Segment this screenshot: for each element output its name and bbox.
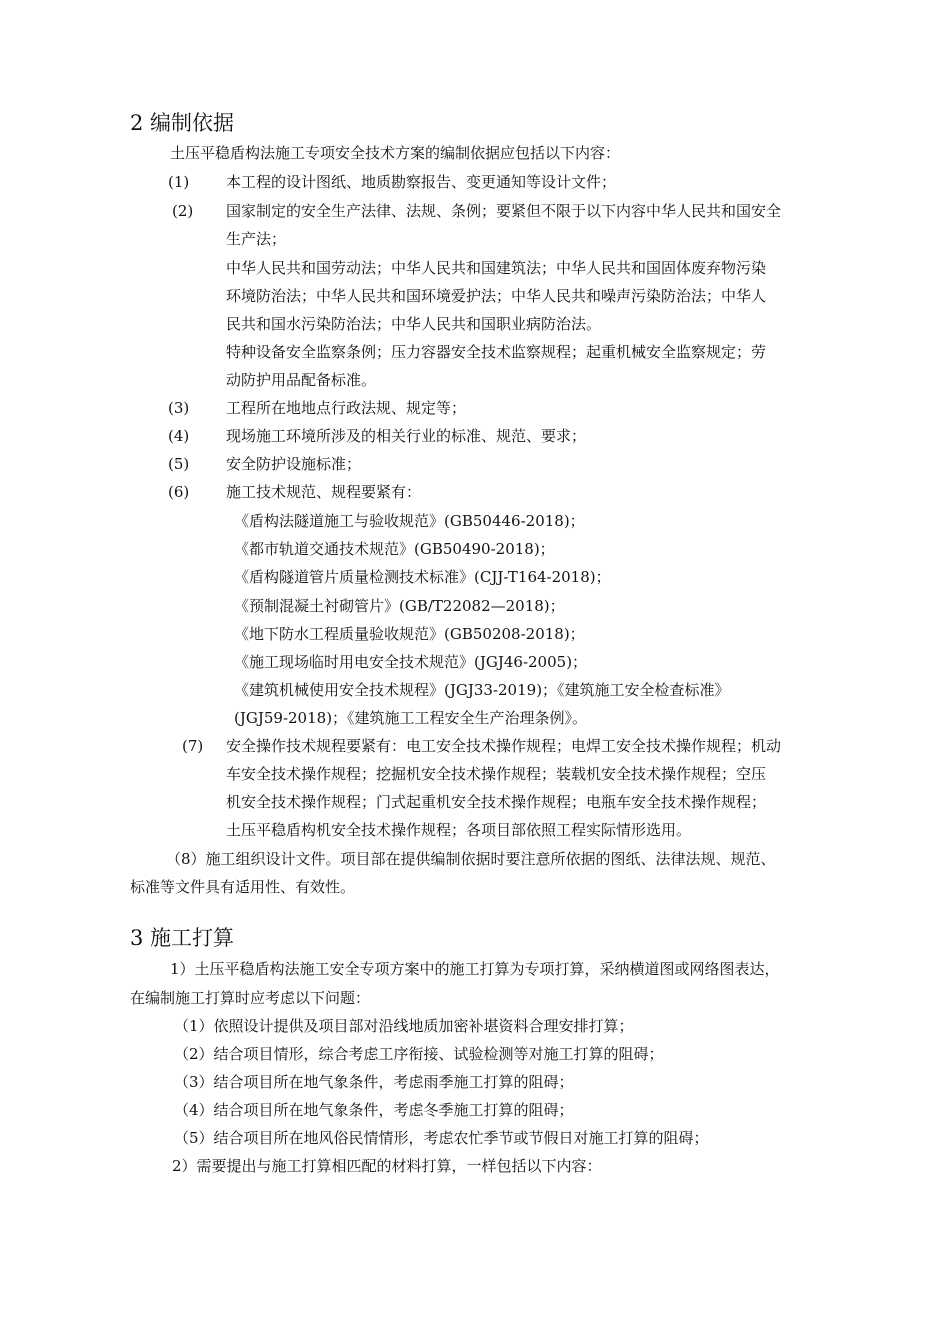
item-1-text: 本工程的设计图纸、地质勘察报告、变更通知等设计文件；	[226, 173, 617, 191]
section-3-para1-line1: 1）土压平稳盾构法施工安全专项方案中的施工打算为专项打算，采纳横道图或网络图表达，	[170, 960, 780, 978]
plan-item-1: （1）依照设计提供及项目部对沿线地质加密补堪资料合理安排打算；	[174, 1017, 634, 1035]
item-2-text-line6: 特种设备安全监察条例；压力容器安全技术监察规程；起重机械安全监察规定；劳	[226, 343, 767, 361]
section-2-heading: 2 编制依据	[130, 111, 235, 135]
standard-4: 《预制混凝土衬砌管片》(GB/T22082—2018)；	[234, 597, 565, 615]
item-7-number: (7)	[182, 737, 204, 755]
item-5-text: 安全防护设施标准；	[226, 455, 362, 473]
standard-2: 《都市轨道交通技术规范》(GB50490-2018)；	[234, 540, 555, 558]
plan-item-3: （3）结合项目所在地气象条件，考虑雨季施工打算的阻碍；	[174, 1073, 574, 1091]
section-3-para2: 2）需要提出与施工打算相匹配的材料打算，一样包括以下内容：	[172, 1157, 602, 1175]
item-1-number: (1)	[168, 173, 190, 191]
standard-1: 《盾构法隧道施工与验收规范》(GB50446-2018)；	[234, 512, 585, 530]
plan-item-4: （4）结合项目所在地气象条件，考虑冬季施工打算的阻碍；	[174, 1101, 574, 1119]
item-3-text: 工程所在地地点行政法规、规定等；	[226, 399, 467, 417]
standard-5: 《地下防水工程质量验收规范》(GB50208-2018)；	[234, 625, 585, 643]
plan-item-5: （5）结合项目所在地风俗民情情形，考虑农忙季节或节假日对施工打算的阻碍；	[174, 1129, 709, 1147]
item-2-text-line1: 国家制定的安全生产法律、法规、条例；要紧但不限于以下内容中华人民共和国安全	[226, 202, 782, 220]
item-3-number: (3)	[168, 399, 190, 417]
item-7-text-line4: 土压平稳盾构机安全技术操作规程；各项目部依照工程实际情形选用。	[226, 821, 692, 839]
plan-item-2: （2）结合项目情形，综合考虑工序衔接、试验检测等对施工打算的阻碍；	[174, 1045, 664, 1063]
item-4-text: 现场施工环境所涉及的相关行业的标准、规范、要求；	[226, 427, 587, 445]
item-2-text-line4: 环境防治法；中华人民共和国环境爱护法；中华人民共和噪声污染防治法；中华人	[226, 287, 767, 305]
standard-7-line1: 《建筑机械使用安全技术规程》(JGJ33-2019)；《建筑施工安全检查标准》	[234, 681, 730, 699]
item-7-text-line3: 机安全技术操作规程；门式起重机安全技术操作规程；电瓶车安全技术操作规程；	[226, 793, 767, 811]
standard-6: 《施工现场临时用电安全技术规范》(JGJ46-2005)；	[234, 653, 588, 671]
item-8-text-line2: 标准等文件具有适用性、有效性。	[130, 878, 356, 896]
item-5-number: (5)	[168, 455, 190, 473]
section-3-heading: 3 施工打算	[130, 926, 235, 950]
item-4-number: (4)	[168, 427, 190, 445]
item-2-text-line3: 中华人民共和国劳动法；中华人民共和国建筑法；中华人民共和国固体废弃物污染	[226, 259, 767, 277]
section-3-para1-line2: 在编制施工打算时应考虑以下问题：	[130, 989, 371, 1007]
standard-3: 《盾构隧道管片质量检测技术标准》(CJJ-T164-2018)；	[234, 568, 611, 586]
item-6-text: 施工技术规范、规程要紧有：	[226, 483, 422, 501]
item-6-number: (6)	[168, 483, 190, 501]
item-2-text-line2: 生产法；	[226, 230, 287, 248]
item-7-text-line1: 安全操作技术规程要紧有：电工安全技术操作规程；电焊工安全技术操作规程；机动	[226, 737, 782, 755]
item-2-text-line5: 民共和国水污染防治法；中华人民共和国职业病防治法。	[226, 315, 602, 333]
section-2-intro: 土压平稳盾构法施工专项安全技术方案的编制依据应包括以下内容：	[170, 144, 621, 162]
item-7-text-line2: 车安全技术操作规程；挖掘机安全技术操作规程；装载机安全技术操作规程；空压	[226, 765, 767, 783]
item-8-text-line1: （8）施工组织设计文件。项目部在提供编制依据时要注意所依据的图纸、法律法规、规范、	[166, 850, 776, 868]
standard-7-line2: (JGJ59-2018)；《建筑施工工程安全生产治理条例》。	[234, 709, 588, 727]
item-2-text-line7: 动防护用品配备标准。	[226, 371, 377, 389]
item-2-number: (2)	[172, 202, 194, 220]
